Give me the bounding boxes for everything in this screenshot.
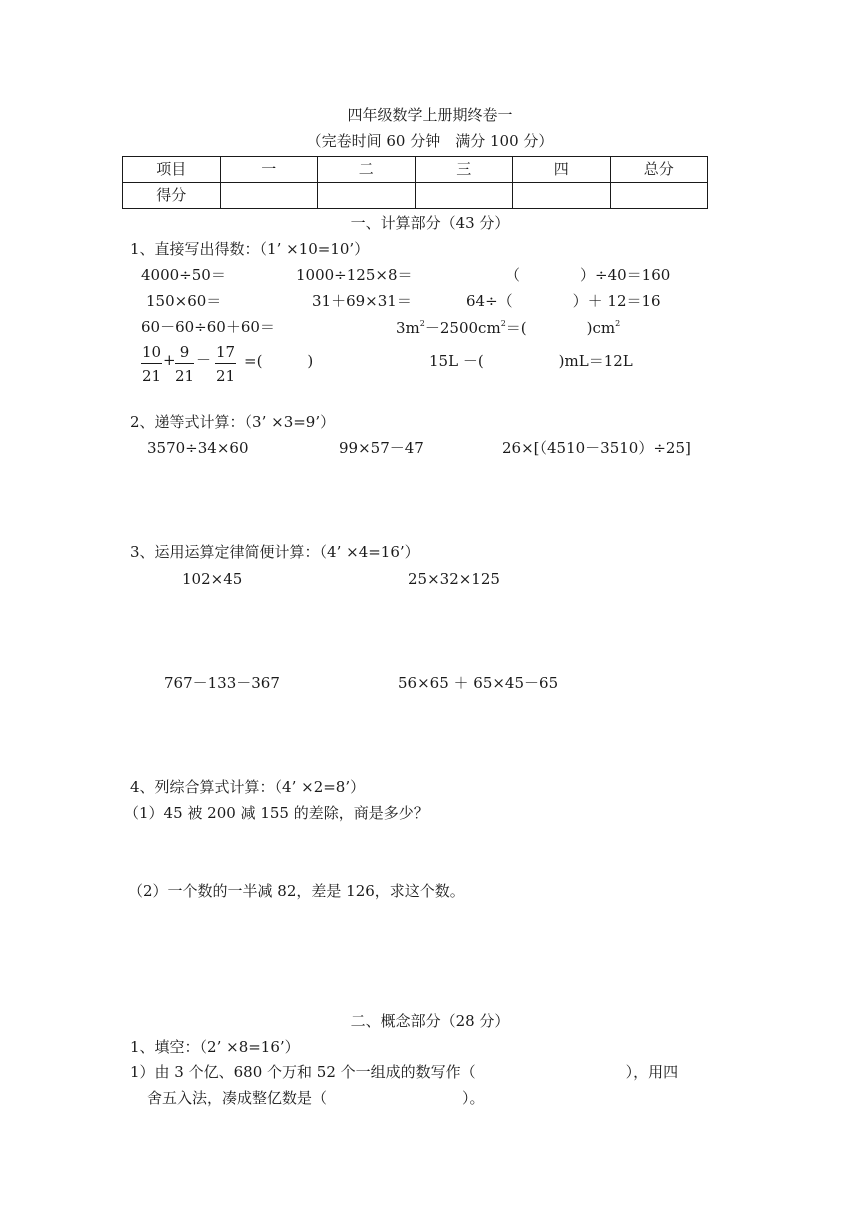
score-table-header-row — [123, 157, 708, 183]
q1-item-text: ＝( )cm — [505, 319, 616, 337]
score-table-cell: 项目 — [123, 157, 221, 183]
score-table-score-row — [123, 183, 708, 209]
score-table-cell: 一 — [220, 157, 318, 183]
score-cell-blank[interactable] — [513, 183, 611, 209]
fraction-denominator: 21 — [216, 367, 236, 385]
score-table-cell: 二 — [318, 157, 416, 183]
fraction-denominator: 21 — [142, 367, 162, 385]
fraction-9-21 — [175, 345, 194, 384]
score-cell-blank[interactable] — [318, 183, 416, 209]
q3-item: 767－133－367 — [164, 674, 280, 692]
q1-item: 4000÷50＝ — [141, 266, 226, 284]
q1-item: 1000÷125×8＝ — [296, 266, 413, 284]
exam-subtitle: （完卷时间 60 分钟 满分 100 分） — [306, 132, 554, 150]
score-table-cell: 得分 — [123, 183, 221, 209]
square-exponent: 2 — [615, 319, 621, 328]
q1-item-text: 3m — [396, 319, 420, 337]
fraction-denominator: 21 — [175, 367, 195, 385]
q1-item: 64÷（ ）＋ 12＝16 — [466, 292, 661, 310]
q4-item: （2）一个数的一半减 82，差是 126，求这个数。 — [128, 882, 465, 900]
q3-item: 25×32×125 — [408, 570, 500, 588]
q3-item: 56×65 ＋ 65×45－65 — [398, 674, 559, 692]
plus-sign: + — [163, 351, 176, 369]
score-table-cell: 三 — [415, 157, 513, 183]
q2-heading: 2、递等式计算：（3’ ×3=9’） — [130, 413, 336, 431]
s2-q1-item-line: 舍五入法，凑成整亿数是（ ）。 — [147, 1089, 485, 1107]
q1-heading: 1、直接写出得数：（1’ ×10=10’） — [130, 240, 370, 258]
s2-q1-heading: 1、填空：（2’ ×8=16’） — [130, 1038, 300, 1056]
fraction-answer-blank: =( ) — [244, 352, 314, 370]
exam-title: 四年级数学上册期终卷一 — [347, 106, 513, 124]
q1-item: 60－60÷60＋60＝ — [141, 318, 275, 336]
q4-heading: 4、列综合算式计算：（4’ ×2=8’） — [130, 778, 366, 796]
score-table-cell: 总分 — [610, 157, 708, 183]
score-cell-blank[interactable] — [220, 183, 318, 209]
square-exponent: 2 — [419, 319, 425, 328]
q1-item: （ ）÷40＝160 — [505, 266, 671, 284]
q1-item: 31＋69×31＝ — [312, 292, 412, 310]
q3-item: 102×45 — [182, 570, 243, 588]
score-cell-blank[interactable] — [415, 183, 513, 209]
q2-item: 26×[（4510－3510）÷25] — [502, 439, 691, 457]
fraction-numerator: 10 — [141, 345, 162, 364]
fraction-10-21 — [141, 345, 162, 384]
q1-item-text: －2500cm — [424, 319, 501, 337]
score-cell-blank[interactable] — [610, 183, 708, 209]
q3-heading: 3、运用运算定律简便计算：（4’ ×4=16’） — [130, 543, 420, 561]
minus-sign: － — [196, 351, 212, 369]
q1-item: 15L －( )mL＝12L — [429, 352, 633, 370]
section1-title: 一、计算部分（43 分） — [350, 214, 510, 232]
q4-item: （1）45 被 200 减 155 的差除，商是多少？ — [124, 804, 429, 822]
q2-item: 99×57－47 — [339, 439, 424, 457]
fraction-numerator: 9 — [175, 345, 194, 364]
score-table — [122, 156, 708, 209]
square-exponent: 2 — [500, 319, 506, 328]
s2-q1-item-line: 1）由 3 个亿、680 个万和 52 个一组成的数写作（ ），用四 — [130, 1063, 679, 1081]
q1-item: 150×60＝ — [146, 292, 222, 310]
score-table-cell: 四 — [513, 157, 611, 183]
section2-title: 二、概念部分（28 分） — [350, 1012, 510, 1030]
q2-item: 3570÷34×60 — [147, 439, 249, 457]
q1-item-area-conversion — [396, 320, 620, 336]
fraction-numerator: 17 — [215, 345, 236, 364]
fraction-17-21 — [215, 345, 236, 384]
